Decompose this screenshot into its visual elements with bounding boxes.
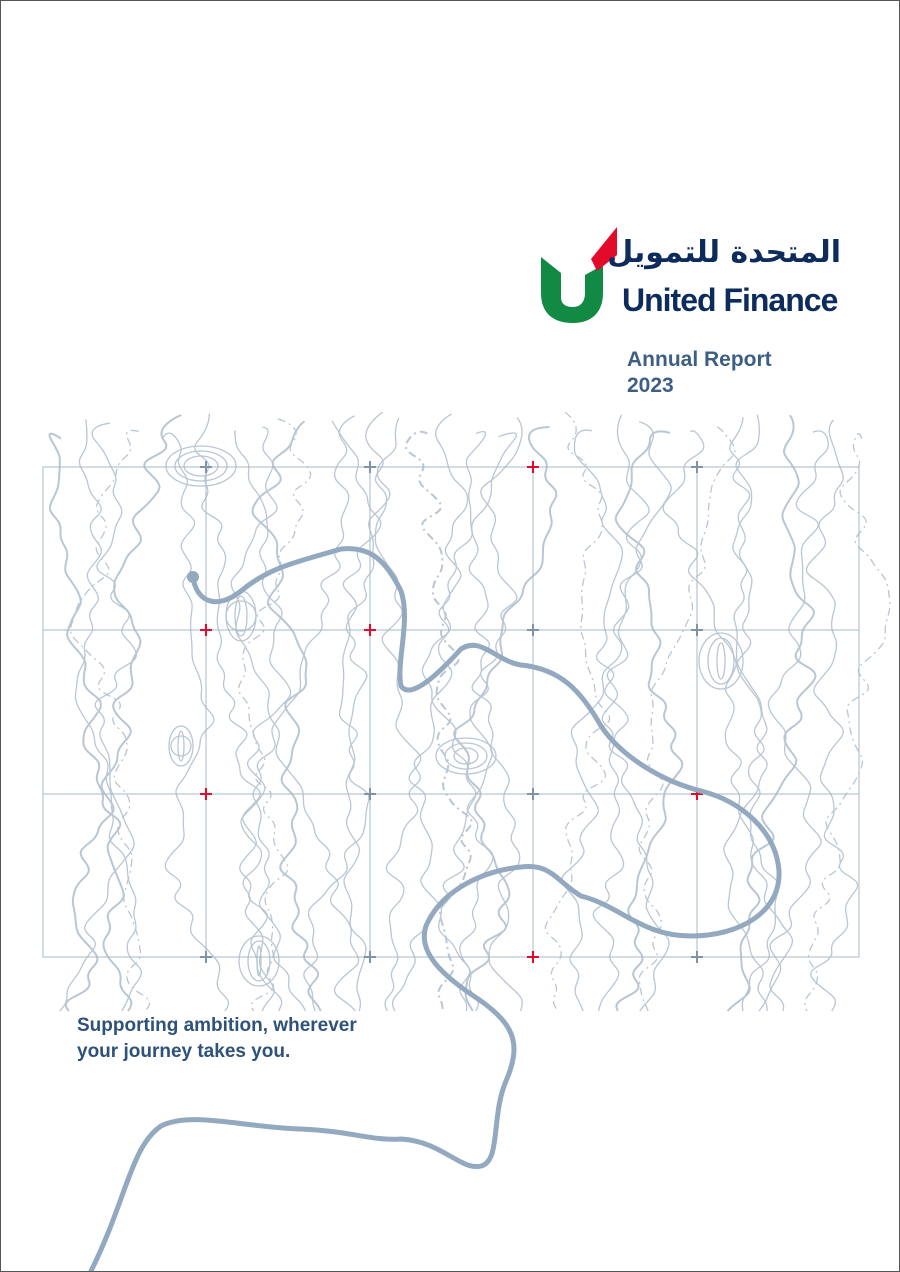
journey-route [91,549,779,1271]
tagline-line-1: Supporting ambition, wherever [77,1015,357,1036]
tagline [77,1013,357,1065]
contour-line [663,431,779,1011]
contour-line [460,418,522,1011]
grid-marker-icon [200,461,212,473]
contour-line [231,427,359,1011]
contour-line [725,417,792,1011]
map-grid [43,467,859,957]
route-start-point [187,571,199,583]
brand-name-arabic: المتحدة للتمويل [607,235,841,270]
red-marker-icon [200,788,212,800]
contour-line [806,420,857,1011]
red-marker-icon [527,951,539,963]
report-title: Annual Report [627,348,772,371]
red-marker-icon [364,624,376,636]
grid-marker-icon [364,461,376,473]
contour-line [393,414,476,1011]
topographic-map-illustration [1,1,900,1272]
contour-peak [257,946,261,976]
contour-line [639,427,735,1011]
brand-name-english: United Finance [622,282,838,318]
report-heading [627,347,772,399]
contour-line [454,427,556,1011]
grid-marker-icon [527,788,539,800]
grid-marker-icon [691,951,703,963]
contour-line [616,431,683,1011]
grid-marker-icon [691,624,703,636]
contour-peak [445,743,487,769]
contour-peak [226,601,256,631]
contour-peak [169,726,193,766]
contour-lines [50,412,890,1011]
united-finance-logo-icon [541,227,617,325]
grid-marker-icon [364,788,376,800]
tagline-line-2: your journey takes you. [77,1041,291,1062]
contour-line [759,431,828,1011]
red-marker-icon [200,624,212,636]
red-marker-icon [527,461,539,473]
contour-peak [239,936,279,986]
report-year: 2023 [627,374,674,397]
contour-line [545,412,609,1011]
contour-peak [708,638,734,684]
contour-peak [171,736,191,756]
contour-line [252,421,320,1011]
contour-line [239,419,311,1011]
contour-line [66,415,182,1011]
contour-peak [717,643,725,679]
contour-line [366,412,470,1011]
grid-marker-icon [527,624,539,636]
contour-line [574,430,628,1011]
grid-marker-icon [691,461,703,473]
contour-line [235,431,291,1011]
